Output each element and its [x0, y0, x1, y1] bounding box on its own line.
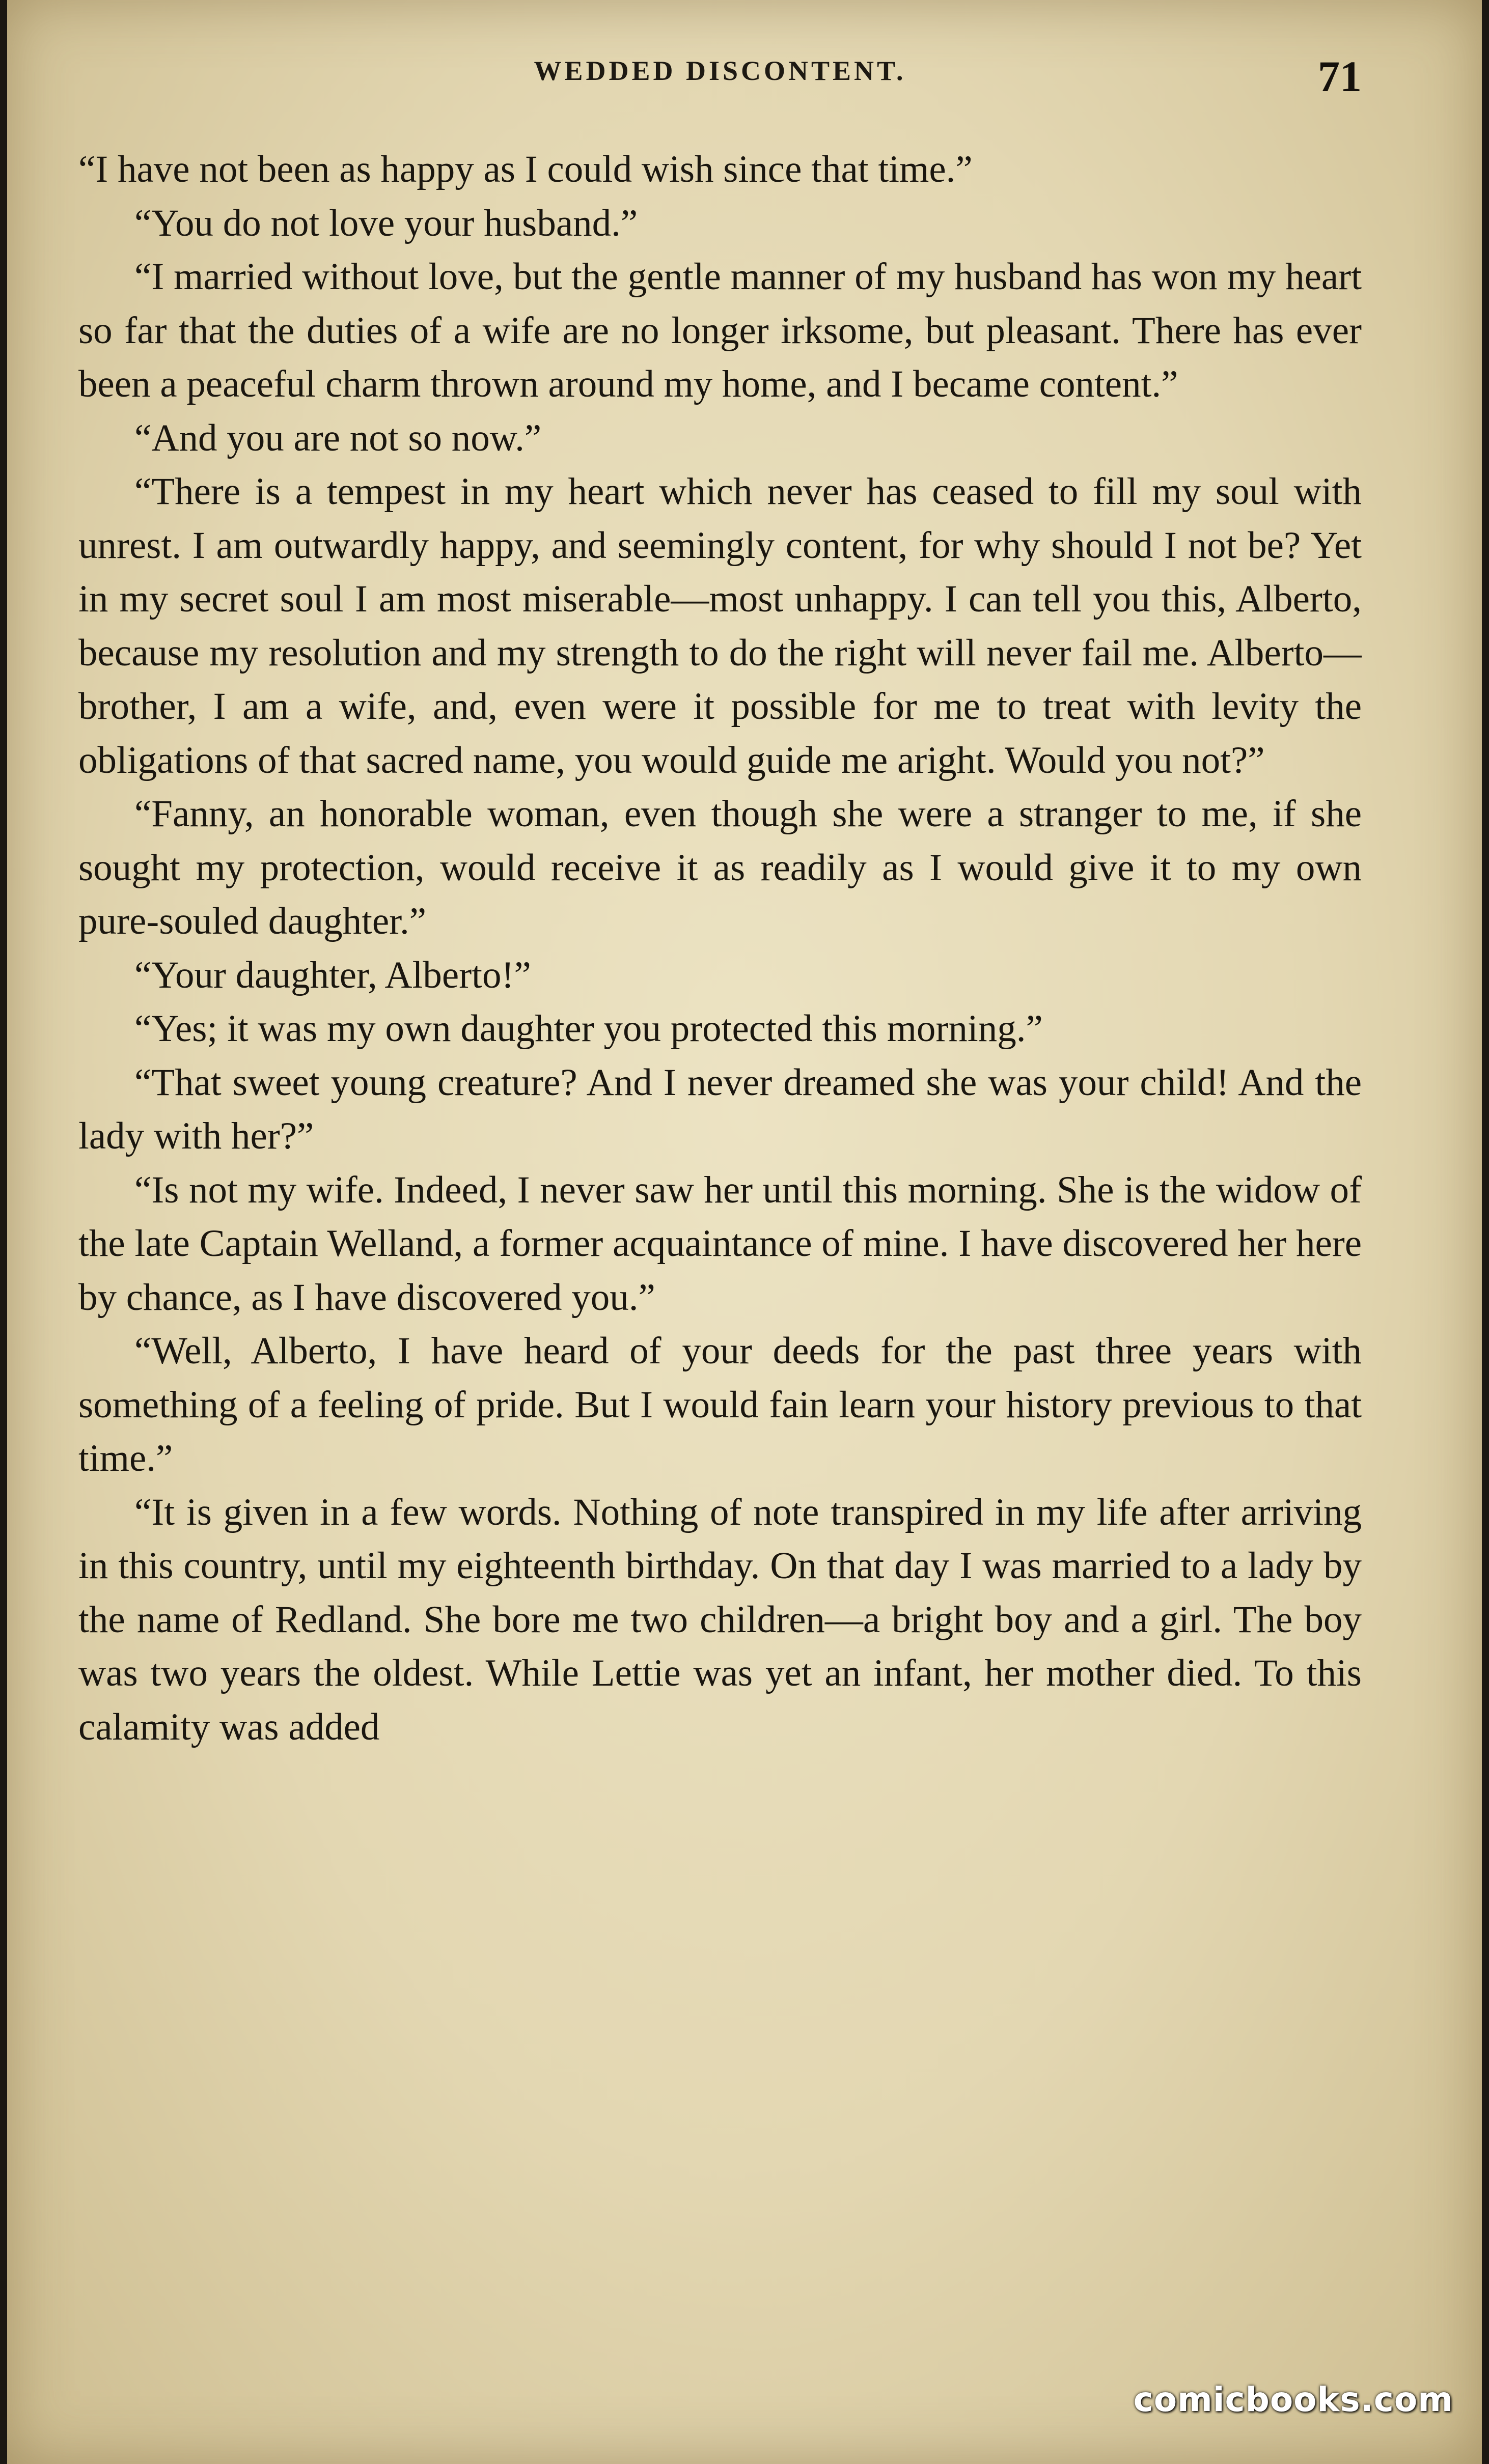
page-number: 71 — [1318, 52, 1362, 101]
paragraph: “That sweet young creature? And I never dreamed she was your child! And the lady with her?” — [78, 1061, 1362, 1157]
paragraph: “You do not love your husband.” — [134, 202, 638, 244]
running-header — [78, 51, 1362, 107]
paragraph: “Fanny, an honorable woman, even though she were a stranger to me, if she sought my protection, would receive it as readily as I would give it to my own pure-souled daughter.” — [78, 793, 1362, 942]
paragraph: “Is not my wife. Indeed, I never saw her until this morning. She is the widow of the late Captain Welland, a former acquaintance of mine. I have discovered her here by chance, as I have discovered you.” — [78, 1168, 1362, 1319]
watermark: comicbooks.com — [1133, 2380, 1453, 2419]
paragraph: “And you are not so now.” — [134, 416, 542, 459]
paragraph: “There is a tempest in my heart which never has ceased to fill my soul with unrest. I am outwardly happy, and seemingly content, for why should I not be? Yet in my secret soul I am most miserable—most unhappy. I can tell you this, Alberto, because my resolution and my strength to do the right will never fail me. Alberto—brother, I am a wife, and, even were it possible for me to treat with levity the obligations of that sacred name, you would guide me aright. Would you not?” — [78, 470, 1362, 781]
paragraph: “Well, Alberto, I have heard of your deeds for the past three years with something of a feeling of pride. But I would fain learn your history previous to that time.” — [78, 1330, 1362, 1479]
paragraph: “I have not been as happy as I could wish since that time.” — [78, 148, 973, 190]
paragraph: “It is given in a few words. Nothing of note transpired in my life after arriving in this country, until my eighteenth birthday. On that day I was married to a lady by the name of Redland. She bore me two children—a bright boy and a girl. The boy was two years the oldest. While Lettie was yet an infant, her mother died. To this calamity was added — [78, 1491, 1362, 1748]
body-text — [78, 143, 1362, 2311]
paragraph: “Your daughter, Alberto!” — [134, 954, 531, 996]
paragraph: “I married without love, but the gentle manner of my husband has won my heart so far that the duties of a wife are no longer irksome, but pleasant. There has ever been a peaceful charm thrown around my home, and I became content.” — [78, 256, 1362, 405]
book-page — [7, 0, 1482, 2464]
running-title: WEDDED DISCONTENT. — [534, 55, 906, 86]
paragraph: “Yes; it was my own daughter you protected this morning.” — [134, 1007, 1043, 1050]
